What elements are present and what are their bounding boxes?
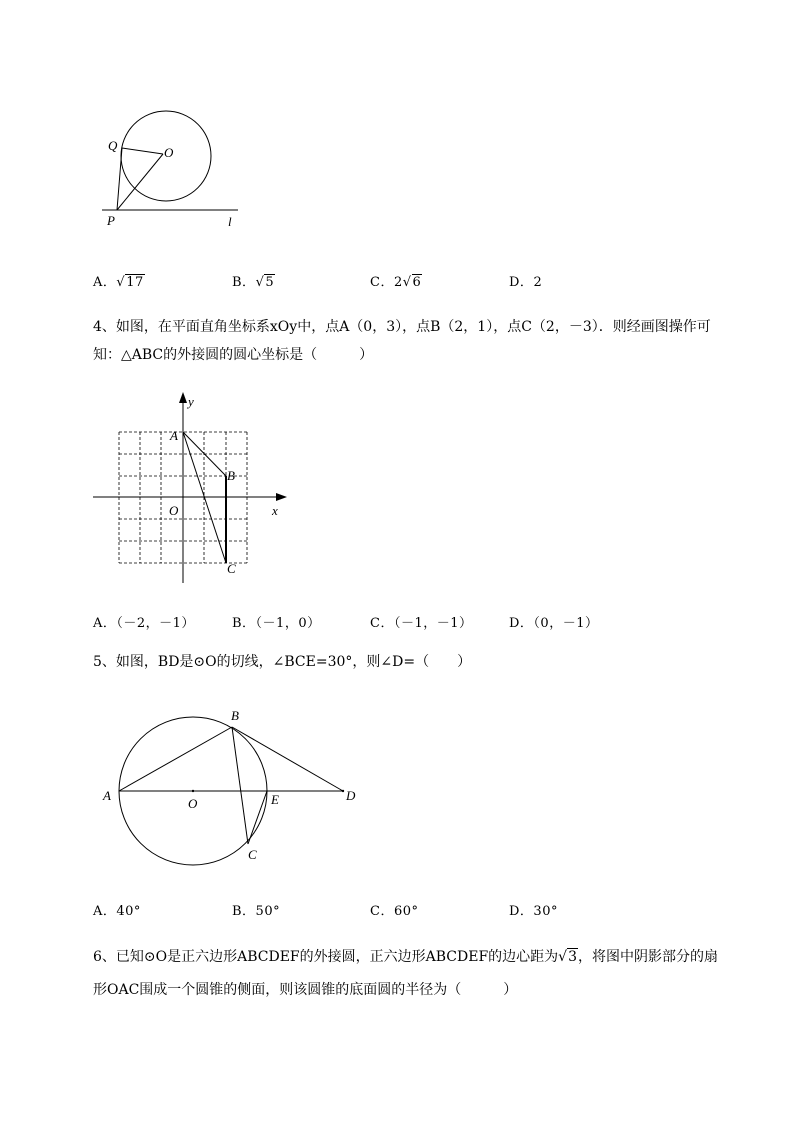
label-b: B [227,468,235,483]
label-y: y [188,394,194,409]
q5-option-b[interactable]: B．50° [232,904,281,919]
q4-line-1: 4、如图，在平面直角坐标系xOy中，点A（0，3），点B（2，1），点C（2，－3）．则经画图操作可 [93,319,711,335]
option-value: 2 [533,275,543,290]
label-x: x [272,503,278,518]
radical: √3 [558,949,578,965]
q4-line-2: 知：△ABC的外接圆的圆心坐标是（ ） [93,347,374,363]
option-value: 5 [265,275,275,290]
q6-line-1-part-b: ，将图中阴影部分的扇 [578,949,719,965]
q5-option-a[interactable]: A．40° [93,904,141,919]
option-letter: D． [509,275,534,290]
radical-sign: √ [402,275,412,290]
radical-sign: √ [116,275,126,290]
q4-option-d[interactable]: D．（0，－1） [509,616,599,631]
segment-pq [117,148,122,210]
q6-line-2: 形OAC围成一个圆锥的侧面，则该圆锥的底面圆的半径为（ ） [93,982,518,998]
option-prefix: 2 [393,275,403,290]
radical [403,275,423,290]
option-letter: A． [93,275,117,290]
segment-bc [232,727,248,844]
label-q: Q [108,138,118,153]
q4-option-a[interactable]: A．（－2，－1） [93,616,195,631]
label-d: D [346,788,356,803]
option-value: 6 [412,275,422,290]
label-a: A [103,788,111,803]
q5-text: 5、如图，BD是⊙O的切线，∠BCE=30°，则∠D=（ ） [93,654,472,670]
option-value: 17 [126,275,144,290]
option-letter: B． [232,275,256,290]
segment-bd [232,727,343,791]
q4-option-c[interactable]: C．（－1，－1） [370,616,473,631]
segment-po [117,154,163,210]
figure-coordinate-grid [90,388,300,588]
q3-option-d[interactable] [509,271,542,290]
x-axis-arrow [276,493,287,501]
label-b: B [231,708,239,723]
label-a: A [170,428,178,443]
radical [116,275,144,290]
point-o [192,790,194,792]
figure-circle-tangent-bd [95,700,370,870]
label-c: C [248,847,257,862]
figure-circle-tangent [90,95,250,235]
label-o: O [164,145,174,160]
q5-option-d[interactable]: D．30° [509,904,558,919]
segment-qo [122,148,163,154]
segment-ab [119,727,232,791]
segment-ce [248,791,267,844]
q3-option-a[interactable] [93,271,145,290]
q5-option-c[interactable]: C．60° [370,904,419,919]
radical-value: 3 [568,949,578,965]
q6-line-1 [93,947,718,967]
option-letter: C． [370,275,394,290]
label-o: O [169,503,179,518]
radical-sign: √ [255,275,265,290]
y-axis-arrow [179,392,187,403]
label-o: O [188,796,198,811]
label-e: E [271,792,279,807]
q4-option-b[interactable]: B．（－1，0） [232,616,321,631]
radical [256,275,276,290]
label-p: P [107,213,115,228]
label-l: l [228,214,232,229]
point-d [342,790,344,792]
q3-option-c[interactable] [370,271,422,290]
q3-option-b[interactable] [232,271,275,290]
q6-line-1-part-a: 6、已知⊙O是正六边形ABCDEF的外接圆，正六边形ABCDEF的边心距为 [93,949,559,965]
label-c: C [227,561,236,576]
